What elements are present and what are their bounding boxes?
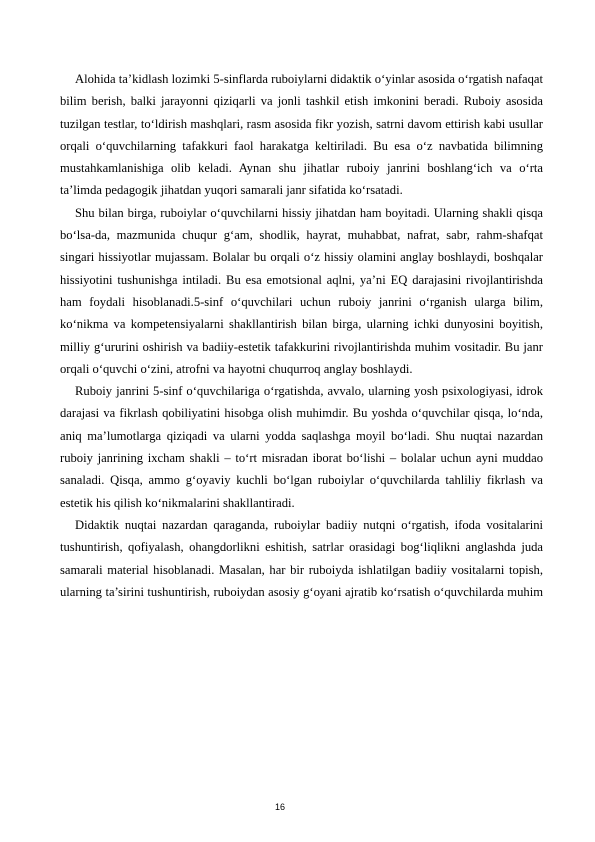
page-number: 16 [274,802,285,812]
paragraph: Ruboiy janrini 5-sinf o‘quvchilariga o‘rgatishda, avvalo, ularning yosh psixologiyasi, idrok darajasi va fikrlash qobiliyatini hisobga olish muhimdir. Bu yoshda o‘quvchilar qisqa, lo‘nda, aniq ma’lumotlarga qiziqadi va ularni yodda saqlashga moyil bo‘ladi. Shu nuqtai nazardan ruboiy janrining ixcham shakli – to‘rt misradan iborat bo‘lishi – bolalar uchun ayni muddao sanaladi. Qisqa, ammo g‘oyaviy kuchli bo‘lgan ruboiylar o‘quvchilarda tahliliy fikrlash va estetik his qilish ko‘nikmalarini shakllantiradi. [60,384,543,510]
paragraph: Shu bilan birga, ruboiylar o‘quvchilarni hissiy jihatdan ham boyitadi. Ularning shakli qisqa bo‘lsa-da, mazmunida chuqur g‘am, shodlik, hayrat, muhabbat, nafrat, sabr, rahm-shafqat singari hissiyotlar mujassam. Bolalar bu orqali o‘z hissiy olamini anglay boshlaydi, boshqalar hissiyotini tushunishga intiladi. Bu esa emotsional aqlni, ya’ni EQ darajasini rivojlantirishda ham foydali hisoblanadi.5-sinf o‘quvchilari uchun ruboiy janrini o‘rganish ularga bilim, ko‘nikma va kompetensiyalarni shakllantirish bilan birga, ularning ichki dunyosini boyitish, milliy g‘ururini oshirish va badiiy-estetik tafakkurini rivojlantirishda muhim vositadir. Bu janr orqali o‘quvchi o‘zini, atrofni va hayotni chuqurroq anglay boshlaydi. [60,205,543,376]
paragraph: Didaktik nuqtai nazardan qaraganda, ruboiylar badiiy nutqni o‘rgatish, ifoda vositalarini tushuntirish, qofiyalash, ohangdorlikni eshitish, satrlar orasidagi bog‘liqlikni anglashda juda samarali material hisoblanadi. Masalan, har bir ruboiyda ishlatilgan badiiy vositalarni topish, ularning ta’sirini tushuntirish, ruboiydan asosiy g‘oyani ajratib ko‘rsatish o‘quvchilarda muhim [60,517,543,599]
paragraph: Alohida ta’kidlash lozimki 5-sinflarda ruboiylarni didaktik o‘yinlar asosida o‘rgatish nafaqat bilim berish, balki jarayonni qiziqarli va jonli tashkil etish imkonini beradi. Ruboiy asosida tuzilgan testlar, to‘ldirish mashqlari, rasm asosida fikr yozish, satrni davom ettirish kabi usullar orqali o‘quvchilarning tafakkuri faol harakatga keltiriladi. Bu esa o‘z navbatida bilimning mustahkamlanishiga olib keladi. Aynan shu jihatlar ruboiy janrini boshlang‘ich va o‘rta ta’limda pedagogik jihatdan yuqori samarali janr sifatida ko‘rsatadi. [60,72,543,198]
body-text [60,68,543,603]
